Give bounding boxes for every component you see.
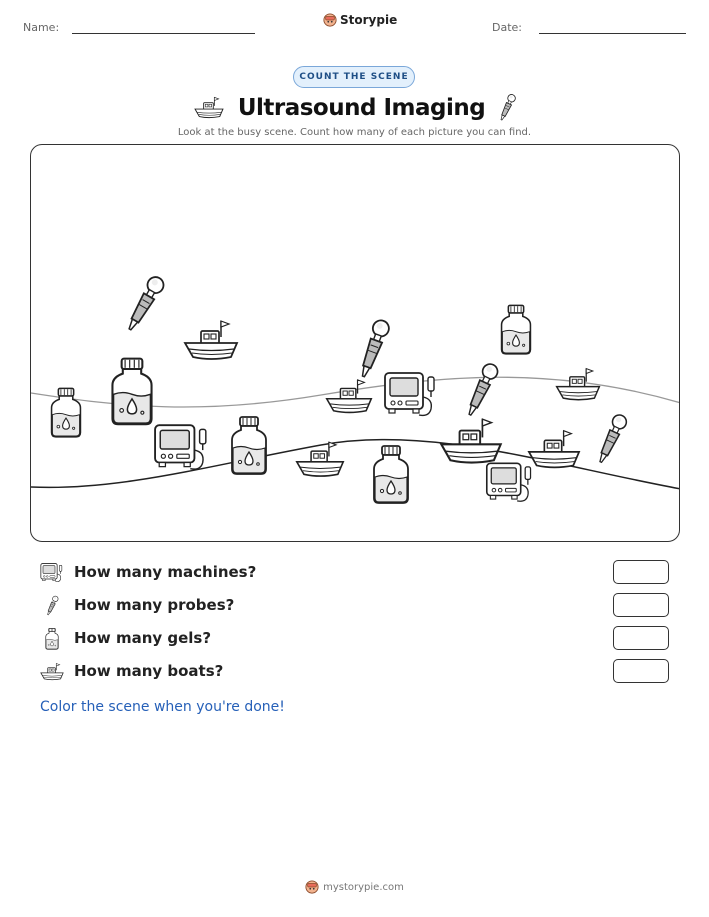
question-text: How many boats? <box>74 662 224 680</box>
question-text: How many probes? <box>74 596 235 614</box>
date-label: Date: <box>492 21 522 34</box>
footer-url[interactable]: mystorypie.com <box>323 881 404 893</box>
gel-picture <box>374 446 408 503</box>
question-row-gels <box>40 626 670 652</box>
title-row <box>0 90 709 126</box>
footer <box>0 880 709 894</box>
probe-picture <box>123 274 166 333</box>
instructions: Look at the busy scene. Count how many of each picture you can find. <box>177 127 532 138</box>
probe-icon <box>494 91 521 125</box>
gel-icon <box>40 628 64 650</box>
question-row-probes <box>40 593 670 619</box>
machine-picture <box>385 373 434 415</box>
question-text: How many machines? <box>74 563 257 581</box>
gel-picture <box>502 305 531 353</box>
boat-picture <box>185 321 237 359</box>
probe-picture <box>594 413 628 465</box>
brand-name: Storypie <box>340 13 398 27</box>
name-label: Name: <box>23 21 60 34</box>
question-text: How many gels? <box>74 629 212 647</box>
probe-icon <box>36 591 67 621</box>
name-line[interactable] <box>72 33 255 34</box>
gel-picture <box>232 417 266 474</box>
activity-badge: COUNT THE SCENE <box>293 66 415 88</box>
gel-picture <box>52 388 81 436</box>
wave-line-bottom <box>31 440 680 489</box>
probe-picture <box>356 318 391 379</box>
busy-scene <box>30 144 680 542</box>
answer-box-gels[interactable] <box>613 626 669 650</box>
probe-picture <box>463 362 500 418</box>
question-row-boats <box>40 659 670 685</box>
answer-box-boats[interactable] <box>613 659 669 683</box>
worksheet-header <box>0 0 709 50</box>
machine-picture <box>487 463 531 501</box>
boat-picture <box>529 431 579 468</box>
boat-icon <box>194 96 224 120</box>
gel-picture <box>112 359 151 425</box>
question-row-machines <box>40 560 670 586</box>
machine-icon <box>40 562 64 584</box>
mascot-icon <box>305 880 319 894</box>
page-title: Ultrasound Imaging <box>237 95 486 121</box>
boat-picture <box>441 419 500 462</box>
boat-picture <box>327 380 372 413</box>
color-instruction: Color the scene when you're done! <box>40 699 285 715</box>
machine-picture <box>155 425 206 469</box>
boat-icon <box>40 661 64 683</box>
mascot-icon <box>323 13 337 27</box>
boat-picture <box>297 442 343 476</box>
answer-box-machines[interactable] <box>613 560 669 584</box>
answer-box-probes[interactable] <box>613 593 669 617</box>
date-line[interactable] <box>539 33 686 34</box>
brand-logo <box>323 13 397 27</box>
